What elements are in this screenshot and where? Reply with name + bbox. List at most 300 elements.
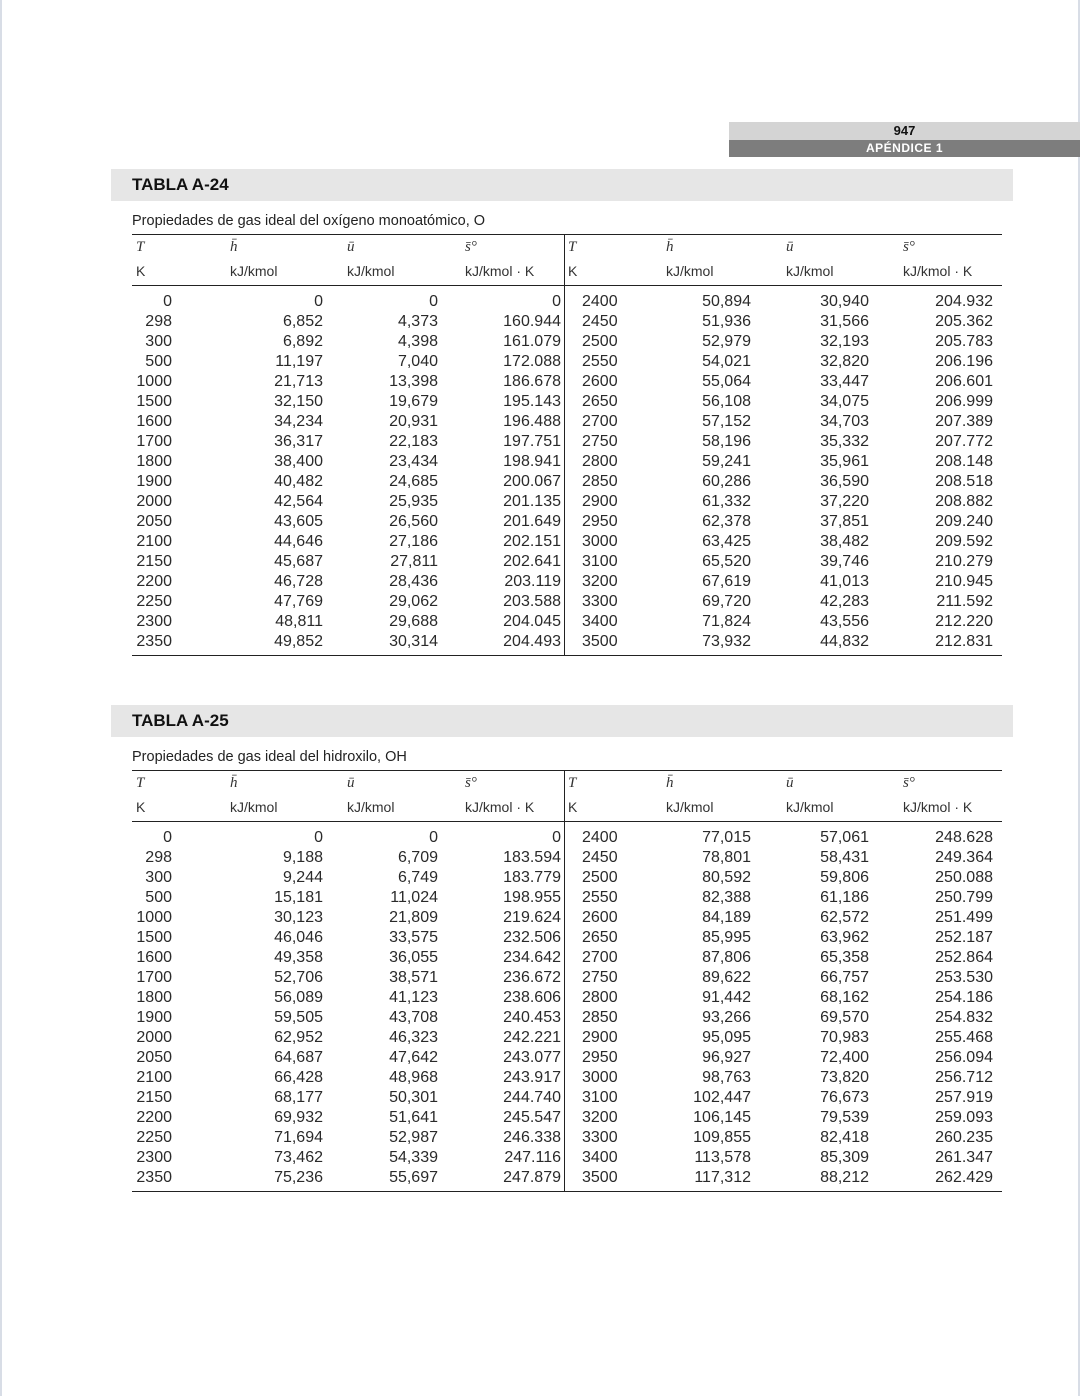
cell-spacer xyxy=(323,1148,343,1168)
cell-spacer xyxy=(172,392,226,412)
cell-spacer xyxy=(438,868,465,888)
cell-enthalpy: 59,241 xyxy=(702,453,751,470)
cell-temperature-k: 2750 xyxy=(582,433,618,450)
cell-internal-energy: 38,482 xyxy=(820,533,869,550)
cell-internal-energy: 34,075 xyxy=(820,393,869,410)
cell-enthalpy: 6,892 xyxy=(282,333,323,350)
cell-spacer xyxy=(869,928,902,948)
cell-internal-energy: 70,983 xyxy=(820,1029,869,1046)
cell-spacer xyxy=(172,1128,226,1148)
cell-spacer xyxy=(869,552,902,572)
header-symbols-row xyxy=(132,771,1002,795)
cell-spacer xyxy=(869,592,902,612)
cell-spacer xyxy=(172,1148,226,1168)
cell-spacer xyxy=(323,492,343,512)
cell-internal-energy: 32,193 xyxy=(820,333,869,350)
cell-spacer xyxy=(172,868,226,888)
cell-temperature-k: 2650 xyxy=(582,929,618,946)
cell-spacer xyxy=(438,492,465,512)
header-symbol: h̄ xyxy=(230,775,238,791)
cell-spacer xyxy=(869,828,902,848)
table-row xyxy=(132,1128,1002,1148)
cell-temperature-k: 2300 xyxy=(136,1149,172,1166)
cell-spacer xyxy=(620,492,666,512)
cell-spacer xyxy=(751,612,785,632)
header-unit: kJ/kmol xyxy=(666,263,714,279)
cell-entropy: 201.135 xyxy=(503,493,561,510)
cell-spacer xyxy=(620,1128,666,1148)
cell-spacer xyxy=(751,572,785,592)
cell-enthalpy: 56,108 xyxy=(702,393,751,410)
table-row xyxy=(132,888,1002,908)
cell-enthalpy: 71,694 xyxy=(274,1129,323,1146)
page-header xyxy=(729,122,1080,157)
cell-entropy: 207.389 xyxy=(935,413,993,430)
cell-internal-energy: 27,811 xyxy=(390,553,438,570)
cell-spacer xyxy=(438,988,465,1008)
table-a25 xyxy=(111,705,1013,1192)
header-unit: K xyxy=(136,263,146,279)
cell-internal-energy: 20,931 xyxy=(389,413,438,430)
cell-internal-energy: 21,809 xyxy=(389,909,438,926)
cell-entropy: 210.945 xyxy=(935,573,993,590)
cell-temperature-k: 2450 xyxy=(582,313,618,330)
cell-enthalpy: 62,952 xyxy=(274,1029,323,1046)
header-unit: kJ/kmol xyxy=(230,799,278,815)
cell-spacer xyxy=(869,492,902,512)
cell-spacer xyxy=(438,928,465,948)
cell-spacer xyxy=(172,632,226,652)
cell-enthalpy: 73,932 xyxy=(702,633,751,650)
cell-temperature-k: 2950 xyxy=(582,1049,618,1066)
cell-spacer xyxy=(751,332,785,352)
table-title: TABLA A-24 xyxy=(111,169,1013,201)
cell-spacer xyxy=(172,332,226,352)
cell-spacer xyxy=(438,828,465,848)
cell-temperature-k: 2900 xyxy=(582,493,618,510)
cell-temperature-k: 300 xyxy=(145,333,172,350)
cell-spacer xyxy=(620,1028,666,1048)
table-body xyxy=(132,822,1002,1191)
cell-internal-energy: 38,571 xyxy=(389,969,438,986)
cell-entropy: 211.592 xyxy=(936,593,993,610)
cell-temperature-k: 2500 xyxy=(582,333,618,350)
cell-temperature-k: 298 xyxy=(145,849,172,866)
cell-spacer xyxy=(751,1108,785,1128)
cell-spacer xyxy=(620,592,666,612)
cell-spacer xyxy=(323,532,343,552)
cell-spacer xyxy=(172,572,226,592)
cell-internal-energy: 37,851 xyxy=(820,513,869,530)
cell-internal-energy: 25,935 xyxy=(389,493,438,510)
cell-entropy: 261.347 xyxy=(935,1149,993,1166)
cell-spacer xyxy=(172,492,226,512)
header-symbol: h̄ xyxy=(666,775,674,791)
cell-temperature-k: 3000 xyxy=(582,1069,618,1086)
cell-temperature-k: 1900 xyxy=(136,473,172,490)
cell-temperature-k: 2700 xyxy=(582,949,618,966)
cell-internal-energy: 50,301 xyxy=(389,1089,438,1106)
cell-enthalpy: 52,706 xyxy=(274,969,323,986)
cell-temperature-k: 1700 xyxy=(136,969,172,986)
page-number: 947 xyxy=(729,122,1080,140)
cell-temperature-k: 2600 xyxy=(582,373,618,390)
cell-spacer xyxy=(751,928,785,948)
cell-entropy: 247.879 xyxy=(503,1169,561,1186)
cell-internal-energy: 35,961 xyxy=(820,453,869,470)
cell-internal-energy: 85,309 xyxy=(820,1149,869,1166)
cell-enthalpy: 6,852 xyxy=(282,313,323,330)
cell-internal-energy: 54,339 xyxy=(389,1149,438,1166)
cell-enthalpy: 89,622 xyxy=(702,969,751,986)
cell-entropy: 202.641 xyxy=(503,553,561,570)
cell-temperature-k: 2900 xyxy=(582,1029,618,1046)
cell-spacer xyxy=(172,1028,226,1048)
cell-spacer xyxy=(438,472,465,492)
cell-spacer xyxy=(323,552,343,572)
cell-entropy: 252.864 xyxy=(935,949,993,966)
cell-entropy: 212.831 xyxy=(935,633,993,650)
cell-internal-energy: 37,220 xyxy=(820,493,869,510)
header-unit: kJ/kmol xyxy=(786,799,834,815)
cell-spacer xyxy=(438,1048,465,1068)
cell-enthalpy: 59,505 xyxy=(274,1009,323,1026)
cell-spacer xyxy=(172,472,226,492)
header-unit: kJ/kmol xyxy=(347,799,395,815)
cell-spacer xyxy=(751,1088,785,1108)
cell-entropy: 242.221 xyxy=(503,1029,561,1046)
cell-enthalpy: 21,713 xyxy=(274,373,323,390)
cell-entropy: 201.649 xyxy=(503,513,561,530)
cell-internal-energy: 88,212 xyxy=(820,1169,869,1186)
cell-enthalpy: 46,728 xyxy=(274,573,323,590)
cell-internal-energy: 6,749 xyxy=(397,869,438,886)
cell-spacer xyxy=(438,572,465,592)
column-divider xyxy=(564,771,565,1191)
cell-spacer xyxy=(172,928,226,948)
cell-spacer xyxy=(438,372,465,392)
cell-spacer xyxy=(869,868,902,888)
cell-spacer xyxy=(438,392,465,412)
cell-spacer xyxy=(438,1068,465,1088)
cell-spacer xyxy=(172,908,226,928)
cell-spacer xyxy=(323,888,343,908)
cell-temperature-k: 1000 xyxy=(136,909,172,926)
cell-internal-energy: 31,566 xyxy=(820,313,869,330)
cell-entropy: 196.488 xyxy=(503,413,561,430)
table-row xyxy=(132,868,1002,888)
cell-entropy: 208.518 xyxy=(935,473,993,490)
table-row xyxy=(132,1028,1002,1048)
cell-spacer xyxy=(869,352,902,372)
cell-spacer xyxy=(869,968,902,988)
table-row xyxy=(132,928,1002,948)
cell-spacer xyxy=(869,432,902,452)
cell-spacer xyxy=(172,888,226,908)
cell-spacer xyxy=(438,1128,465,1148)
cell-temperature-k: 2050 xyxy=(136,1049,172,1066)
cell-spacer xyxy=(620,848,666,868)
cell-spacer xyxy=(172,512,226,532)
cell-temperature-k: 2300 xyxy=(136,613,172,630)
cell-entropy: 209.240 xyxy=(935,513,993,530)
cell-entropy: 248.628 xyxy=(935,829,993,846)
cell-entropy: 206.601 xyxy=(935,373,993,390)
cell-spacer xyxy=(323,332,343,352)
cell-spacer xyxy=(751,292,785,312)
cell-temperature-k: 2600 xyxy=(582,909,618,926)
cell-enthalpy: 11,197 xyxy=(275,353,323,370)
cell-spacer xyxy=(751,512,785,532)
cell-internal-energy: 66,757 xyxy=(820,969,869,986)
cell-spacer xyxy=(438,1088,465,1108)
cell-internal-energy: 42,283 xyxy=(820,593,869,610)
cell-temperature-k: 2950 xyxy=(582,513,618,530)
cell-entropy: 253.530 xyxy=(935,969,993,986)
cell-temperature-k: 2400 xyxy=(582,829,618,846)
cell-entropy: 260.235 xyxy=(935,1129,993,1146)
header-symbol: h̄ xyxy=(230,239,238,255)
cell-spacer xyxy=(172,1008,226,1028)
cell-spacer xyxy=(751,1128,785,1148)
cell-internal-energy: 35,332 xyxy=(820,433,869,450)
cell-temperature-k: 2000 xyxy=(136,1029,172,1046)
cell-entropy: 234.642 xyxy=(503,949,561,966)
cell-entropy: 206.196 xyxy=(935,353,993,370)
cell-enthalpy: 60,286 xyxy=(702,473,751,490)
cell-entropy: 195.143 xyxy=(503,393,561,410)
cell-temperature-k: 2550 xyxy=(582,889,618,906)
cell-spacer xyxy=(323,908,343,928)
cell-internal-energy: 0 xyxy=(429,293,438,310)
cell-enthalpy: 44,646 xyxy=(274,533,323,550)
cell-temperature-k: 2500 xyxy=(582,869,618,886)
cell-temperature-k: 2700 xyxy=(582,413,618,430)
cell-internal-energy: 0 xyxy=(429,829,438,846)
cell-internal-energy: 47,642 xyxy=(389,1049,438,1066)
cell-internal-energy: 58,431 xyxy=(820,849,869,866)
cell-spacer xyxy=(172,1048,226,1068)
header-symbol: ū xyxy=(786,239,794,255)
cell-spacer xyxy=(751,1168,785,1188)
cell-internal-energy: 28,436 xyxy=(389,573,438,590)
cell-spacer xyxy=(869,372,902,392)
cell-spacer xyxy=(620,632,666,652)
cell-spacer xyxy=(869,572,902,592)
cell-temperature-k: 2850 xyxy=(582,473,618,490)
cell-enthalpy: 0 xyxy=(314,829,323,846)
appendix-label: APÉNDICE 1 xyxy=(729,140,1080,157)
cell-temperature-k: 1600 xyxy=(136,949,172,966)
header-symbol: T xyxy=(136,239,145,255)
cell-spacer xyxy=(323,968,343,988)
cell-spacer xyxy=(869,948,902,968)
table-row xyxy=(132,512,1002,532)
table-row xyxy=(132,1048,1002,1068)
cell-entropy: 207.772 xyxy=(935,433,993,450)
cell-enthalpy: 96,927 xyxy=(702,1049,751,1066)
cell-enthalpy: 87,806 xyxy=(702,949,751,966)
table-row xyxy=(132,472,1002,492)
cell-enthalpy: 102,447 xyxy=(693,1089,751,1106)
cell-internal-energy: 33,447 xyxy=(820,373,869,390)
table-row xyxy=(132,492,1002,512)
cell-entropy: 205.362 xyxy=(935,313,993,330)
cell-temperature-k: 3000 xyxy=(582,533,618,550)
cell-entropy: 254.832 xyxy=(935,1009,993,1026)
cell-enthalpy: 43,605 xyxy=(274,513,323,530)
cell-entropy: 250.088 xyxy=(935,869,993,886)
cell-spacer xyxy=(438,1148,465,1168)
table-row xyxy=(132,452,1002,472)
cell-temperature-k: 2800 xyxy=(582,989,618,1006)
cell-entropy: 212.220 xyxy=(935,613,993,630)
cell-spacer xyxy=(172,372,226,392)
table-row xyxy=(132,1168,1002,1188)
table-row xyxy=(132,908,1002,928)
cell-spacer xyxy=(620,948,666,968)
cell-enthalpy: 67,619 xyxy=(702,573,751,590)
cell-internal-energy: 26,560 xyxy=(389,513,438,530)
cell-spacer xyxy=(438,1108,465,1128)
cell-enthalpy: 66,428 xyxy=(274,1069,323,1086)
cell-spacer xyxy=(438,1028,465,1048)
cell-internal-energy: 52,987 xyxy=(389,1129,438,1146)
cell-spacer xyxy=(438,888,465,908)
cell-enthalpy: 49,852 xyxy=(274,633,323,650)
cell-enthalpy: 55,064 xyxy=(702,373,751,390)
cell-internal-energy: 4,398 xyxy=(397,333,438,350)
cell-internal-energy: 32,820 xyxy=(820,353,869,370)
table-row xyxy=(132,572,1002,592)
cell-internal-energy: 65,358 xyxy=(820,949,869,966)
cell-enthalpy: 75,236 xyxy=(274,1169,323,1186)
cell-enthalpy: 68,177 xyxy=(274,1089,323,1106)
cell-spacer xyxy=(438,332,465,352)
cell-spacer xyxy=(620,412,666,432)
cell-spacer xyxy=(869,1028,902,1048)
cell-spacer xyxy=(620,472,666,492)
cell-entropy: 236.672 xyxy=(503,969,561,986)
cell-internal-energy: 30,314 xyxy=(389,633,438,650)
cell-enthalpy: 117,312 xyxy=(694,1169,751,1186)
cell-temperature-k: 2150 xyxy=(136,1089,172,1106)
cell-enthalpy: 64,687 xyxy=(274,1049,323,1066)
cell-entropy: 204.045 xyxy=(503,613,561,630)
cell-spacer xyxy=(620,968,666,988)
cell-enthalpy: 84,189 xyxy=(702,909,751,926)
cell-spacer xyxy=(751,868,785,888)
cell-internal-energy: 63,962 xyxy=(820,929,869,946)
cell-internal-energy: 13,398 xyxy=(389,373,438,390)
cell-spacer xyxy=(869,1128,902,1148)
header-unit: kJ/kmol · K xyxy=(465,263,535,279)
cell-spacer xyxy=(438,512,465,532)
table-row xyxy=(132,412,1002,432)
cell-spacer xyxy=(869,472,902,492)
cell-entropy: 256.094 xyxy=(935,1049,993,1066)
cell-spacer xyxy=(869,908,902,928)
cell-spacer xyxy=(869,392,902,412)
cell-enthalpy: 82,388 xyxy=(702,889,751,906)
cell-temperature-k: 2150 xyxy=(136,553,172,570)
header-unit: kJ/kmol xyxy=(666,799,714,815)
cell-entropy: 0 xyxy=(552,293,561,310)
cell-spacer xyxy=(620,512,666,532)
cell-spacer xyxy=(323,312,343,332)
cell-entropy: 198.955 xyxy=(503,889,561,906)
cell-spacer xyxy=(620,452,666,472)
cell-enthalpy: 80,592 xyxy=(702,869,751,886)
cell-internal-energy: 51,641 xyxy=(389,1109,438,1126)
cell-entropy: 251.499 xyxy=(935,909,993,926)
cell-spacer xyxy=(751,492,785,512)
cell-spacer xyxy=(751,948,785,968)
table-row xyxy=(132,532,1002,552)
cell-spacer xyxy=(438,908,465,928)
cell-entropy: 0 xyxy=(552,829,561,846)
cell-spacer xyxy=(323,612,343,632)
cell-spacer xyxy=(323,848,343,868)
cell-spacer xyxy=(323,1028,343,1048)
cell-temperature-k: 0 xyxy=(163,293,172,310)
cell-spacer xyxy=(323,1048,343,1068)
cell-spacer xyxy=(438,612,465,632)
cell-temperature-k: 1900 xyxy=(136,1009,172,1026)
cell-entropy: 250.799 xyxy=(935,889,993,906)
cell-enthalpy: 9,244 xyxy=(282,869,323,886)
table-row xyxy=(132,372,1002,392)
cell-enthalpy: 73,462 xyxy=(274,1149,323,1166)
cell-spacer xyxy=(172,612,226,632)
cell-internal-energy: 22,183 xyxy=(389,433,438,450)
cell-enthalpy: 40,482 xyxy=(274,473,323,490)
cell-internal-energy: 29,062 xyxy=(389,593,438,610)
cell-temperature-k: 2800 xyxy=(582,453,618,470)
cell-entropy: 255.468 xyxy=(935,1029,993,1046)
cell-entropy: 252.187 xyxy=(935,929,993,946)
cell-entropy: 204.493 xyxy=(503,633,561,650)
cell-spacer xyxy=(323,292,343,312)
cell-enthalpy: 38,400 xyxy=(274,453,323,470)
cell-spacer xyxy=(869,1088,902,1108)
header-unit: kJ/kmol · K xyxy=(903,799,973,815)
cell-entropy: 238.606 xyxy=(503,989,561,1006)
cell-enthalpy: 50,894 xyxy=(702,293,751,310)
cell-spacer xyxy=(620,312,666,332)
cell-entropy: 208.148 xyxy=(935,453,993,470)
cell-temperature-k: 2050 xyxy=(136,513,172,530)
cell-internal-energy: 59,806 xyxy=(820,869,869,886)
cell-enthalpy: 54,021 xyxy=(702,353,751,370)
cell-enthalpy: 45,687 xyxy=(274,553,323,570)
header-symbol: ū xyxy=(347,775,355,791)
cell-spacer xyxy=(172,312,226,332)
table-row xyxy=(132,948,1002,968)
cell-entropy: 243.077 xyxy=(503,1049,561,1066)
cell-spacer xyxy=(620,332,666,352)
cell-enthalpy: 52,979 xyxy=(702,333,751,350)
cell-internal-energy: 41,013 xyxy=(820,573,869,590)
cell-spacer xyxy=(172,292,226,312)
table-row xyxy=(132,552,1002,572)
cell-enthalpy: 36,317 xyxy=(274,433,323,450)
cell-spacer xyxy=(751,1028,785,1048)
cell-spacer xyxy=(751,988,785,1008)
cell-enthalpy: 57,152 xyxy=(702,413,751,430)
cell-enthalpy: 61,332 xyxy=(702,493,751,510)
cell-spacer xyxy=(438,1168,465,1188)
